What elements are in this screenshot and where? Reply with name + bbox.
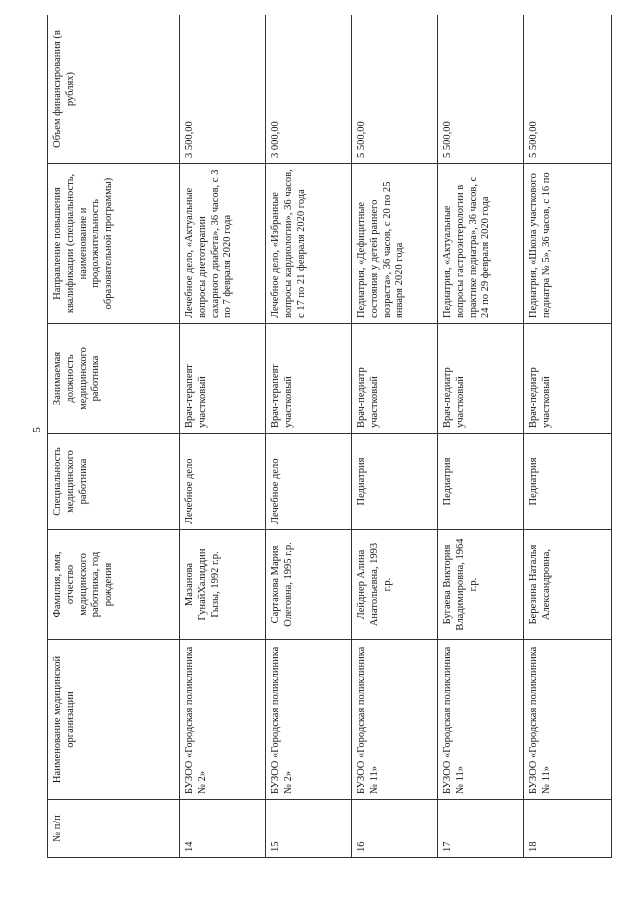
table-row bbox=[266, 15, 352, 858]
cell-program: Лечебное дело, «Избранные вопросы кардиологии», 36 часов, с 17 по 21 февраля 2020 года bbox=[266, 164, 352, 324]
cell-position: Врач-педиатр участковый bbox=[352, 324, 438, 434]
header-specialty: Специальность медицинского работника bbox=[48, 434, 180, 530]
cell-program: Педиатрия, «Школа участкового педиатра № 5», 36 часов, с 16 по bbox=[524, 164, 612, 324]
cell-organization: БУЗОО «Городская поликлиника № 11» bbox=[352, 640, 438, 800]
cell-program: Педиатрия, «Актуальные вопросы гастроэнтерологии в практике педиатра», 36 часов, с 24 по 29 февраля 2020 года bbox=[438, 164, 524, 324]
cell-organization: БУЗОО «Городская поликлиника № 2» bbox=[266, 640, 352, 800]
cell-specialty: Лечебное дело bbox=[266, 434, 352, 530]
header-organization: Наименование медицинской организации bbox=[48, 640, 180, 800]
header-program: Направление повышения квалификации (специальность, наименование и продолжительность образовательной программы) bbox=[48, 164, 180, 324]
table-row bbox=[524, 15, 612, 858]
header-position: Занимаемая должность медицинского работника bbox=[48, 324, 180, 434]
cell-number: 14 bbox=[180, 800, 266, 858]
cell-amount: 5 500,00 bbox=[352, 15, 438, 164]
cell-specialty: Педиатрия bbox=[352, 434, 438, 530]
cell-name: Сартакова Мария Олеговна, 1995 г.р. bbox=[266, 530, 352, 640]
cell-name: Березина Наталья Александровна, bbox=[524, 530, 612, 640]
cell-position: Врач-педиатр участковый bbox=[438, 324, 524, 434]
cell-position: Врач-терапевт участковый bbox=[266, 324, 352, 434]
cell-number: 17 bbox=[438, 800, 524, 858]
table-row bbox=[352, 15, 438, 858]
header-number: № п/п bbox=[48, 800, 180, 858]
cell-specialty: Педиатрия bbox=[438, 434, 524, 530]
document-area bbox=[47, 15, 617, 858]
cell-position: Врач-терапевт участковый bbox=[180, 324, 266, 434]
cell-name: Бугаева Виктория Владимировна, 1964 г.р. bbox=[438, 530, 524, 640]
page-number: 5 bbox=[31, 427, 43, 433]
funding-table bbox=[47, 15, 612, 858]
cell-amount: 5 500,00 bbox=[438, 15, 524, 164]
header-name: Фамилия, имя, отчество медицинского работника, год рождения bbox=[48, 530, 180, 640]
cell-program: Лечебное дело, «Актуальные вопросы диетотерапии сахарного диабета», 36 часов, с 3 по 7 февраля 2020 года bbox=[180, 164, 266, 324]
rotated-page bbox=[47, 15, 617, 858]
cell-specialty: Лечебное дело bbox=[180, 434, 266, 530]
cell-amount: 5 500,00 bbox=[524, 15, 612, 164]
cell-organization: БУЗОО «Городская поликлиника № 11» bbox=[524, 640, 612, 800]
cell-specialty: Педиатрия bbox=[524, 434, 612, 530]
table-row bbox=[438, 15, 524, 858]
cell-number: 18 bbox=[524, 800, 612, 858]
cell-program: Педиатрия, «Дефицитные состояния у детей раннего возраста», 36 часов, с 20 по 25 января 2020 года bbox=[352, 164, 438, 324]
cell-number: 15 bbox=[266, 800, 352, 858]
cell-name: Лейднер Алина Анатольевна, 1993 г.р. bbox=[352, 530, 438, 640]
header-amount: Объем финансирования (в рублях) bbox=[48, 15, 180, 164]
cell-organization: БУЗОО «Городская поликлиника № 11» bbox=[438, 640, 524, 800]
cell-name: Мазанова ГунайХалиддин Гызы, 1992 г.р. bbox=[180, 530, 266, 640]
cell-organization: БУЗОО «Городская поликлиника № 2» bbox=[180, 640, 266, 800]
table-row bbox=[180, 15, 266, 858]
cell-amount: 3 000,00 bbox=[266, 15, 352, 164]
cell-position: Врач-педиатр участковый bbox=[524, 324, 612, 434]
cell-amount: 3 500,00 bbox=[180, 15, 266, 164]
table-header-row bbox=[48, 15, 180, 858]
cell-number: 16 bbox=[352, 800, 438, 858]
